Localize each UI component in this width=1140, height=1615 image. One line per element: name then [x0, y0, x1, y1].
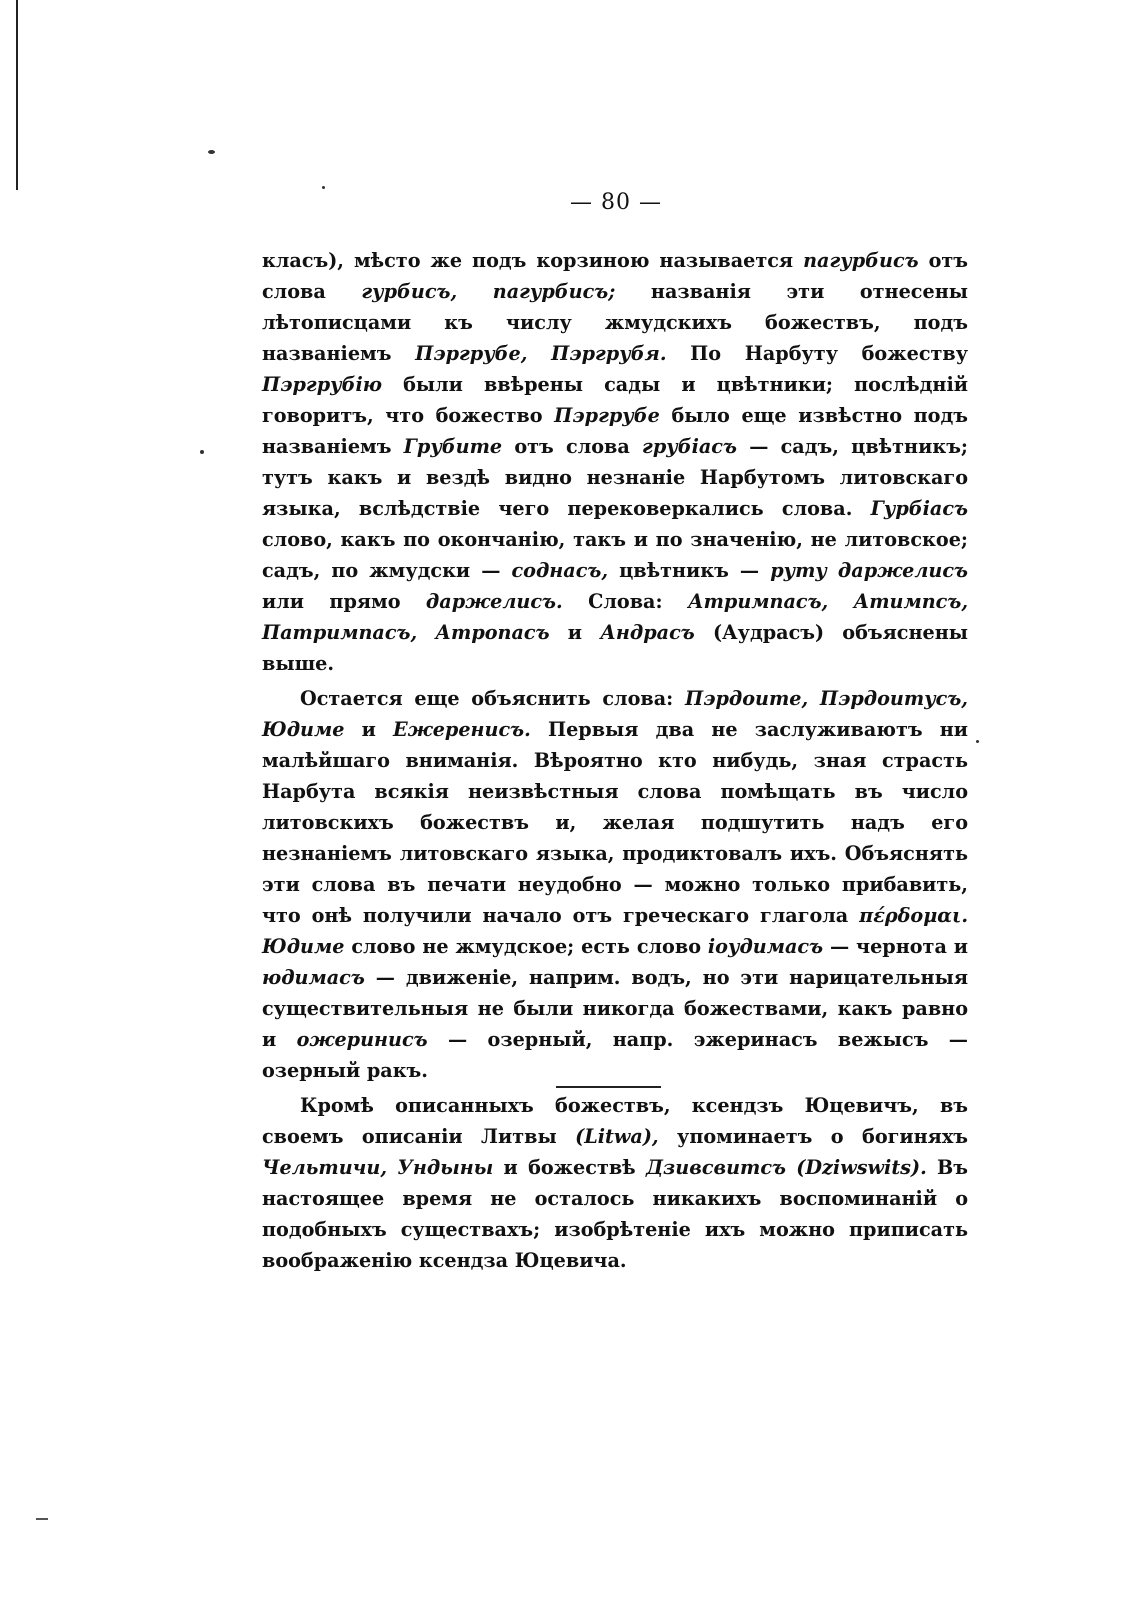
paragraph-3 — [262, 1090, 968, 1276]
text-run: — садъ, цвѣтникъ; тутъ какъ и вездѣ видно незнаніе Нарбутомъ литовскаго языка, вслѣдствіе чего перековеркались слова. — [262, 435, 968, 520]
italic-term: Пэргрубе, Пэргрубя. — [415, 342, 667, 365]
italic-term: Пэргрубе — [554, 404, 660, 427]
text-run: Слова: — [562, 590, 688, 613]
text-run: Первыя два не заслуживаютъ ни малѣйшаго вниманія. Вѣроятно кто нибудь, зная страсть Нарбута всякія неизвѣстныя слова помѣщать въ число литовскихъ божествъ и, желая подшутить надъ его незнаніемъ литовскаго языка, продиктовалъ ихъ. Объяснять эти слова въ печати неудобно — можно только прибавить, что онѣ получили начало отъ греческаго глагола — [262, 718, 969, 927]
text-run: и — [344, 718, 394, 741]
ink-speck — [208, 150, 215, 154]
end-rule — [556, 1086, 661, 1088]
text-run: отъ слова — [502, 435, 643, 458]
italic-term: Атримпасъ, Атимпсъ, Патримпасъ, Атропасъ — [262, 590, 968, 644]
text-run: или прямо — [262, 590, 426, 613]
italic-term: (Litwa), — [575, 1125, 659, 1148]
paragraph-2 — [262, 683, 968, 1086]
text-run: отъ слова — [262, 249, 968, 303]
italic-term: Ежеренисъ. — [393, 718, 531, 741]
ink-speck — [322, 186, 325, 189]
text-run: слово, какъ по окончанію, такъ и по значенію, не литовское; садъ, по жмудски — — [262, 528, 968, 582]
italic-term: ожеринисъ — [296, 1028, 428, 1051]
text-run: названія эти отнесены лѣтописцами къ числу жмудскихъ божествъ, подъ названіемъ — [262, 280, 968, 365]
binding-edge-line — [16, 0, 18, 190]
text-run: Остается еще объяснить слова: — [300, 687, 685, 710]
text-run: слово не жмудское; есть слово — [344, 935, 708, 958]
text-run: и — [549, 621, 601, 644]
italic-term: Юдиме — [262, 935, 345, 958]
text-run: Въ настоящее время не осталось никакихъ воспоминаній о подобныхъ существахъ; изобрѣтеніе ихъ можно приписать воображенію ксендза Юцевича. — [262, 1156, 968, 1272]
body-text — [262, 245, 968, 1276]
italic-term: Пэрдоите, Пэрдоитусъ, Юдиме — [262, 687, 968, 741]
text-run: Кромѣ описанныхъ божествъ, ксендзъ Юцевичъ, въ своемъ описаніи Литвы — [262, 1094, 968, 1148]
italic-term: Андрасъ — [600, 621, 695, 644]
italic-term: Пэргрубію — [262, 373, 382, 396]
italic-term: іоудимасъ — [707, 935, 824, 958]
text-run: (Аудрасъ) объяснены выше. — [262, 621, 968, 675]
italic-term: Грубите — [403, 435, 503, 458]
italic-term: юдимасъ — [262, 966, 365, 989]
text-run: — чернота и — [823, 935, 968, 958]
ink-speck — [976, 740, 979, 743]
text-run: цвѣтникъ — — [608, 559, 771, 582]
text-run: упоминаетъ о богиняхъ — [658, 1125, 968, 1148]
text-run: было еще извѣстно подъ названіемъ — [262, 404, 968, 458]
text-run: — озерный, напр. эжеринасъ вежысъ — озерный ракъ. — [262, 1028, 968, 1082]
text-run: — движеніе, наприм. водъ, но эти нарицательныя существительныя не были никогда божествами, какъ равно и — [262, 966, 968, 1051]
italic-term: πέρδομαι. — [859, 904, 968, 927]
italic-term: Дзивсвитсъ (Dziwswits). — [645, 1156, 927, 1179]
italic-term: грубіасъ — [642, 435, 737, 458]
italic-term: пагурбисъ — [803, 249, 919, 272]
italic-term: соднасъ, — [511, 559, 609, 582]
text-run: и божествѣ — [493, 1156, 646, 1179]
italic-term: гурбисъ, пагурбисъ; — [361, 280, 616, 303]
paragraph-1 — [262, 245, 968, 679]
margin-mark — [36, 1518, 48, 1520]
text-run: класъ), мѣсто же подъ корзиною называется — [262, 249, 804, 272]
ink-speck — [200, 450, 204, 454]
italic-term: Чельтичи, Ундыны — [262, 1156, 494, 1179]
italic-term: Гурбіасъ — [870, 497, 968, 520]
italic-term: даржелисъ. — [425, 590, 563, 613]
text-run: были ввѣрены сады и цвѣтники; послѣдній говоритъ, что божество — [262, 373, 968, 427]
page-number: — 80 — — [570, 190, 662, 215]
italic-term: руту даржелисъ — [770, 559, 969, 582]
text-run: По Нарбуту божеству — [666, 342, 969, 365]
